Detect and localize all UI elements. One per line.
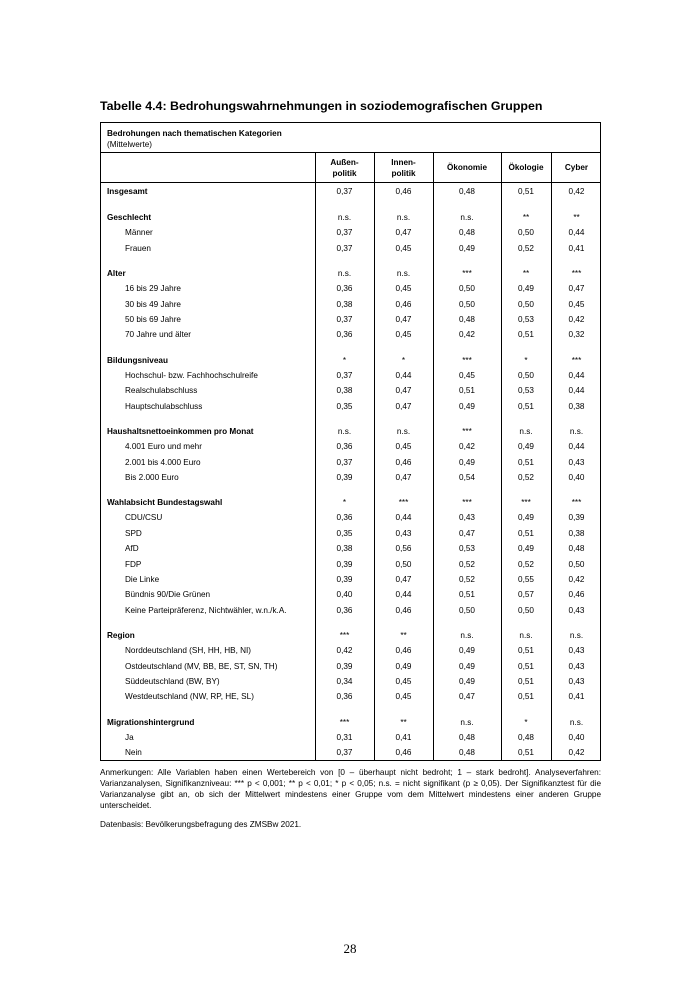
- table-title: Tabelle 4.4: Bedrohungswahrnehmungen in soziodemografischen Gruppen: [100, 99, 543, 113]
- table-header-divider: [101, 182, 600, 183]
- table-cell: 0,42: [459, 330, 475, 339]
- table-cell: **: [522, 213, 530, 222]
- table-cell: 0,37: [336, 458, 353, 467]
- table-cell: n.s.: [337, 427, 352, 436]
- table-cell: 0,34: [336, 677, 353, 686]
- table-cell: *: [401, 356, 406, 365]
- table-cell: ***: [339, 631, 350, 640]
- row-label: Alter: [107, 269, 126, 278]
- table-row: [101, 541, 600, 556]
- table-cell: 0,42: [568, 315, 585, 324]
- table-cell: 0,41: [568, 692, 585, 701]
- group-row: [101, 424, 600, 439]
- table-row: [101, 587, 600, 602]
- table-cell: 0,48: [459, 748, 475, 757]
- table-cell: 0,48: [459, 228, 475, 237]
- table-cell: n.s.: [396, 269, 411, 278]
- group-row: [101, 495, 600, 510]
- table-cell: *: [342, 356, 347, 365]
- table-cell: 0,42: [568, 748, 585, 757]
- table-cell: 0,46: [568, 590, 585, 599]
- table-cell: 0,45: [395, 330, 412, 339]
- table-cell: 0,51: [518, 748, 534, 757]
- table-cell: 0,41: [568, 244, 585, 253]
- table-cell: 0,44: [568, 371, 585, 380]
- table-cell: 0,47: [395, 402, 412, 411]
- table-cell: n.s.: [460, 213, 474, 222]
- table-cell: 0,49: [459, 402, 475, 411]
- table-cell: 0,51: [518, 529, 534, 538]
- table-cell: 0,36: [336, 284, 353, 293]
- row-label: Region: [107, 631, 135, 640]
- table-cell: 0,47: [395, 315, 412, 324]
- table-cell: 0,37: [336, 748, 353, 757]
- row-label: Nein: [125, 748, 142, 757]
- table-cell: 0,44: [395, 371, 412, 380]
- row-label: 16 bis 29 Jahre: [125, 284, 181, 293]
- table-cell: n.s.: [337, 213, 352, 222]
- table-cell: 0,52: [518, 560, 534, 569]
- table-cell: 0,43: [459, 513, 475, 522]
- table-cell: 0,36: [336, 513, 353, 522]
- table-cell: 0,49: [518, 544, 534, 553]
- table-cell: n.s.: [396, 427, 411, 436]
- table-cell: n.s.: [569, 631, 584, 640]
- table-cell: 0,45: [395, 692, 412, 701]
- table-cell: ***: [462, 269, 472, 278]
- table-row: [101, 399, 600, 414]
- table-cell: 0,51: [518, 187, 534, 196]
- table-cell: 0,36: [336, 692, 353, 701]
- column-header: Ökologie: [508, 163, 544, 172]
- table-cell: 0,46: [395, 458, 412, 467]
- row-label: Männer: [125, 228, 153, 237]
- table-row: [101, 745, 600, 760]
- table-cell: 0,45: [459, 371, 475, 380]
- table-cell: n.s.: [569, 718, 584, 727]
- table-cell: 0,43: [568, 606, 585, 615]
- table-cell: 0,35: [336, 402, 353, 411]
- table-notes: [100, 767, 601, 830]
- table-cell: 0,49: [518, 513, 534, 522]
- table-cell: 0,49: [459, 244, 475, 253]
- table-cell: 0,53: [518, 386, 534, 395]
- table-cell: 0,42: [568, 575, 585, 584]
- table-cell: 0,38: [336, 544, 353, 553]
- table-cell: 0,50: [459, 606, 475, 615]
- table-cell: 0,38: [568, 402, 585, 411]
- table-cell: **: [400, 718, 407, 727]
- table-cell: 0,44: [395, 513, 412, 522]
- row-label: Die Linke: [125, 575, 160, 584]
- table-row: [101, 572, 600, 587]
- row-label: Frauen: [125, 244, 151, 253]
- table-cell: 0,50: [459, 300, 475, 309]
- table-cell: 0,42: [459, 442, 475, 451]
- row-label: Hauptschulabschluss: [125, 402, 203, 411]
- row-label: 30 bis 49 Jahre: [125, 300, 181, 309]
- table-cell: 0,39: [336, 560, 353, 569]
- notes-text: Anmerkungen: Alle Variablen haben einen Wertebereich von [0 – überhaupt nicht bedroht; 1 – stark bedroht]. Analyseverfahren: Varianzanalysen, Signifikanzniveau: *** p < 0,001; ** p < 0,01; * p < 0,05; n.s. = nicht signifikant (p ≥ 0,05). Der Signifikanztest für die Varianzanalyse gibt an, ob sich der Mittelwert mindestens einer Gruppe vom dem Mittelwert mindestens einer anderen Gruppe unterscheidet.: [100, 768, 601, 810]
- table-cell: 0,39: [568, 513, 585, 522]
- table-row: [101, 297, 600, 312]
- table-cell: 0,57: [518, 590, 534, 599]
- table-cell: 0,56: [395, 544, 412, 553]
- group-row: [101, 628, 600, 643]
- table-cell: 0,50: [518, 606, 534, 615]
- table-cell: 0,50: [568, 560, 585, 569]
- table-cell: n.s.: [519, 631, 533, 640]
- table-cell: 0,47: [459, 529, 475, 538]
- table-row: [101, 526, 600, 541]
- table-cell: 0,51: [518, 646, 534, 655]
- table-row: [101, 439, 600, 454]
- table-cell: 0,41: [395, 733, 412, 742]
- table-cell: 0,51: [518, 458, 534, 467]
- row-label: Wahlabsicht Bundestagswahl: [107, 498, 223, 507]
- table-cell: 0,52: [459, 575, 475, 584]
- table-heading-sub: (Mittelwerte): [107, 140, 153, 149]
- group-row: [101, 353, 600, 368]
- table-cell: 0,52: [518, 473, 534, 482]
- column-header: Cyber: [564, 163, 589, 172]
- table-cell: 0,50: [518, 371, 534, 380]
- table-cell: 0,45: [395, 244, 412, 253]
- table-cell: 0,49: [459, 646, 475, 655]
- table-cell: n.s.: [569, 427, 584, 436]
- table-cell: 0,49: [518, 284, 534, 293]
- row-label: Geschlecht: [107, 213, 152, 222]
- table-cell: 0,40: [568, 473, 585, 482]
- table-row: [101, 659, 600, 674]
- table-cell: 0,51: [518, 692, 534, 701]
- table-cell: 0,44: [568, 228, 585, 237]
- table-cell: 0,54: [459, 473, 475, 482]
- table-cell: 0,31: [336, 733, 353, 742]
- table-cell: ***: [571, 498, 582, 507]
- table-cell: ***: [339, 718, 350, 727]
- table-cell: 0,48: [459, 187, 475, 196]
- table-cell: 0,50: [518, 300, 534, 309]
- row-label: Bildungsniveau: [107, 356, 168, 365]
- table-cell: ***: [462, 498, 472, 507]
- table-cell: 0,43: [568, 458, 585, 467]
- table-row: [101, 383, 600, 398]
- table-cell: 0,32: [568, 330, 585, 339]
- source-text: Datenbasis: Bevölkerungsbefragung des ZMSBw 2021.: [100, 820, 302, 829]
- table-row: [101, 281, 600, 296]
- table-cell: 0,45: [395, 284, 412, 293]
- table-heading-main: Bedrohungen nach thematischen Kategorien: [107, 129, 282, 138]
- table-cell: 0,38: [336, 300, 353, 309]
- table-cell: 0,50: [395, 560, 412, 569]
- table-cell: 0,39: [336, 575, 353, 584]
- table-cell: 0,51: [518, 402, 534, 411]
- page-number: 28: [343, 941, 357, 956]
- table-cell: 0,45: [395, 442, 412, 451]
- column-header: Ökonomie: [446, 163, 488, 172]
- table-cell: 0,53: [518, 315, 534, 324]
- table-cell: 0,40: [568, 733, 585, 742]
- table-cell: 0,55: [518, 575, 534, 584]
- table-cell: 0,47: [568, 284, 585, 293]
- table-cell: **: [400, 631, 407, 640]
- table-cell: *: [524, 356, 528, 365]
- row-label: SPD: [125, 529, 142, 538]
- row-label: Norddeutschland (SH, HH, HB, NI): [125, 646, 252, 655]
- group-row: [101, 715, 600, 730]
- table-cell: **: [573, 213, 580, 222]
- table-cell: 0,52: [518, 244, 534, 253]
- table-cell: 0,46: [395, 646, 412, 655]
- row-label: Keine Parteipräferenz, Nichtwähler, w.n./k.A.: [125, 606, 287, 615]
- table-cell: 0,43: [568, 646, 585, 655]
- table-cell: 0,42: [336, 646, 353, 655]
- table-cell: 0,49: [395, 662, 412, 671]
- table-cell: 0,42: [568, 187, 585, 196]
- table-cell: 0,40: [336, 590, 353, 599]
- table-cell: 0,44: [395, 590, 412, 599]
- table-cell: n.s.: [519, 427, 533, 436]
- row-label: Migrationshintergrund: [107, 718, 195, 727]
- row-label: Realschulabschluss: [125, 386, 198, 395]
- table-cell: 0,36: [336, 442, 353, 451]
- row-label: Hochschul- bzw. Fachhochschulreife: [125, 371, 258, 380]
- table-cell: 0,37: [336, 187, 353, 196]
- row-label: Insgesamt: [107, 187, 148, 196]
- table-cell: 0,43: [568, 662, 585, 671]
- column-header: Innen- politik: [391, 157, 416, 178]
- table-cell: n.s.: [396, 213, 411, 222]
- table-cell: 0,49: [459, 458, 475, 467]
- table-cell: ***: [462, 427, 472, 436]
- row-label: AfD: [125, 544, 139, 553]
- row-label: Süddeutschland (BW, BY): [125, 677, 220, 686]
- table-cell: 0,37: [336, 244, 353, 253]
- group-row: [101, 210, 600, 225]
- row-label: Westdeutschland (NW, RP, HE, SL): [125, 692, 254, 701]
- table-cell: **: [522, 269, 530, 278]
- table-cell: 0,38: [336, 386, 353, 395]
- table-cell: 0,48: [459, 733, 475, 742]
- column-header: Außen- politik: [330, 157, 359, 178]
- row-label: FDP: [125, 560, 142, 569]
- table-cell: 0,44: [568, 442, 585, 451]
- table-cell: 0,48: [568, 544, 585, 553]
- row-label: Ostdeutschland (MV, BB, BE, ST, SN, TH): [125, 662, 278, 671]
- table-cell: 0,37: [336, 228, 353, 237]
- table-row: [101, 455, 600, 470]
- table-cell: 0,43: [568, 677, 585, 686]
- table-cell: 0,36: [336, 330, 353, 339]
- table-cell: 0,47: [395, 473, 412, 482]
- table-cell: 0,46: [395, 606, 412, 615]
- table-cell: 0,38: [568, 529, 585, 538]
- table-row: [101, 312, 600, 327]
- row-label: 70 Jahre und älter: [125, 330, 191, 339]
- table-cell: 0,36: [336, 606, 353, 615]
- table-row: [101, 730, 600, 745]
- table-cell: n.s.: [460, 631, 474, 640]
- table-cell: 0,46: [395, 300, 412, 309]
- table-row: [101, 689, 600, 704]
- table-cell: ***: [521, 498, 531, 507]
- table-row: [101, 643, 600, 658]
- table-cell: 0,46: [395, 748, 412, 757]
- table-cell: 0,47: [395, 386, 412, 395]
- table-cell: 0,46: [395, 187, 412, 196]
- row-label: Bündnis 90/Die Grünen: [125, 590, 211, 599]
- table-cell: ***: [462, 356, 472, 365]
- table-row: [101, 368, 600, 383]
- table-cell: 0,51: [518, 662, 534, 671]
- table-cell: 0,48: [459, 315, 475, 324]
- table-cell: 0,49: [459, 662, 475, 671]
- table-cell: 0,47: [395, 575, 412, 584]
- total-row: [101, 184, 600, 199]
- table-cell: 0,51: [459, 386, 475, 395]
- table-cell: 0,49: [518, 442, 534, 451]
- table-cell: 0,53: [459, 544, 475, 553]
- table-cell: 0,50: [518, 228, 534, 237]
- table-cell: 0,48: [518, 733, 534, 742]
- table-cell: 0,39: [336, 662, 353, 671]
- table-cell: n.s.: [460, 718, 474, 727]
- table-cell: 0,47: [459, 692, 475, 701]
- table-cell: 0,51: [459, 590, 475, 599]
- row-label: CDU/CSU: [125, 513, 163, 522]
- table-cell: 0,50: [459, 284, 475, 293]
- table-cell: 0,37: [336, 315, 353, 324]
- table-heading: [107, 128, 282, 150]
- table-cell: 0,44: [568, 386, 585, 395]
- table-cell: 0,49: [459, 677, 475, 686]
- row-label: Bis 2.000 Euro: [125, 473, 179, 482]
- table-row: [101, 603, 600, 618]
- row-label: Ja: [125, 733, 134, 742]
- row-label: 50 bis 69 Jahre: [125, 315, 181, 324]
- table-cell: 0,37: [336, 371, 353, 380]
- table-cell: 0,45: [395, 677, 412, 686]
- table-cell: 0,45: [568, 300, 585, 309]
- table-row: [101, 470, 600, 485]
- table-cell: *: [524, 718, 528, 727]
- table-row: [101, 241, 600, 256]
- table-row: [101, 674, 600, 689]
- table-cell: 0,52: [459, 560, 475, 569]
- table-row: [101, 510, 600, 525]
- table-cell: 0,47: [395, 228, 412, 237]
- table-cell: 0,51: [518, 330, 534, 339]
- table-row: [101, 225, 600, 240]
- table-row: [101, 327, 600, 342]
- row-label: Haushaltsnettoeinkommen pro Monat: [107, 427, 254, 436]
- table-cell: n.s.: [337, 269, 352, 278]
- table-cell: 0,51: [518, 677, 534, 686]
- data-table: [100, 122, 601, 761]
- table-cell: 0,39: [336, 473, 353, 482]
- table-cell: ***: [398, 498, 409, 507]
- table-cell: ***: [571, 269, 582, 278]
- table-cell: 0,43: [395, 529, 412, 538]
- table-cell: 0,35: [336, 529, 353, 538]
- table-row: [101, 557, 600, 572]
- table-cell: ***: [571, 356, 582, 365]
- row-label: 2.001 bis 4.000 Euro: [125, 458, 201, 467]
- table-cell: *: [342, 498, 347, 507]
- row-label: 4.001 Euro und mehr: [125, 442, 202, 451]
- group-row: [101, 266, 600, 281]
